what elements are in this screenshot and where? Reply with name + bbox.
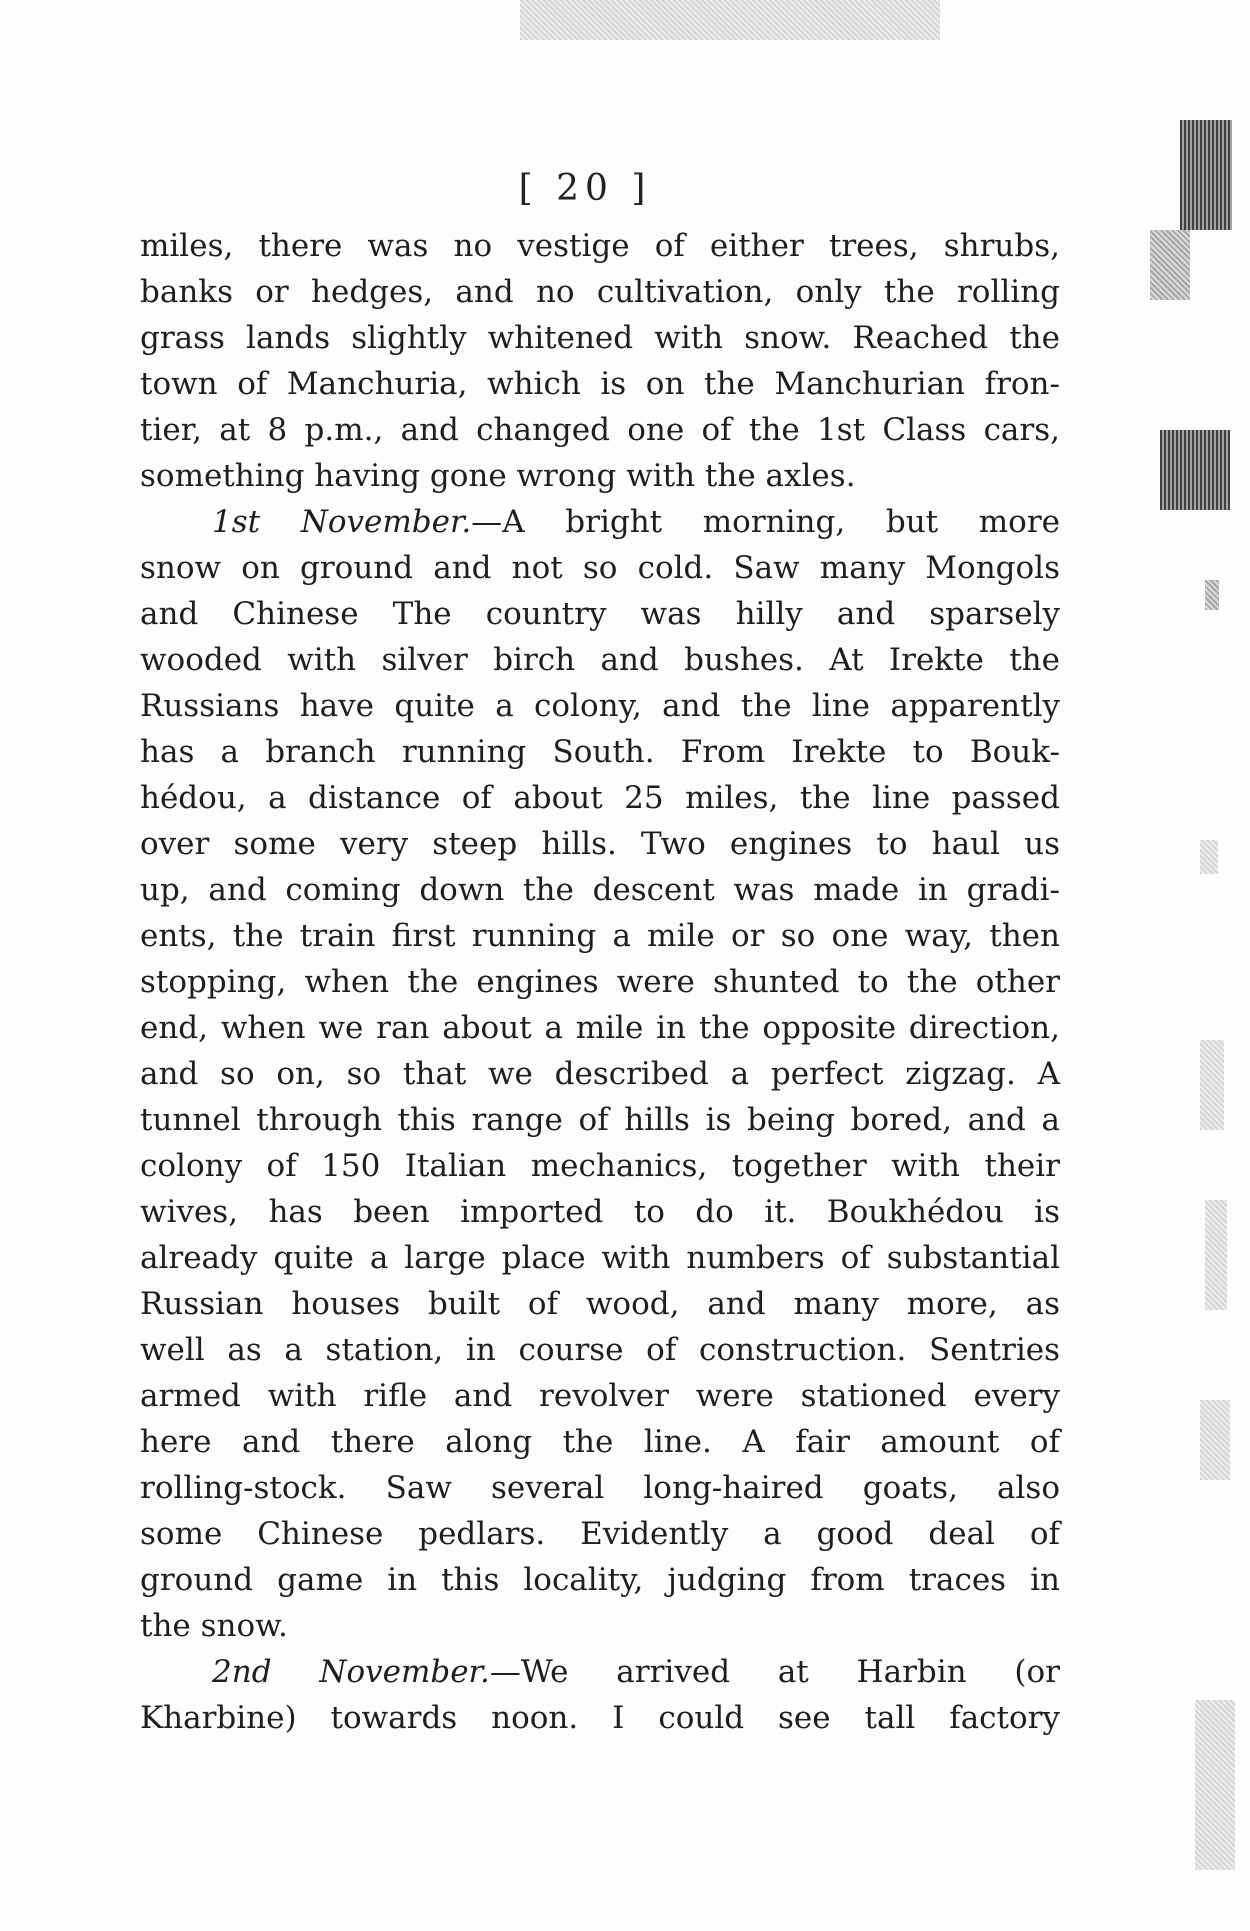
text-line: banks or hedges, and no cultivation, only the rolling [140,274,1060,310]
text-line: something having gone wrong with the axles. [140,458,856,494]
scan-artifact [1205,1200,1227,1310]
text-line: Kharbine) towards noon. I could see tall factory [140,1700,1060,1736]
entry-text: —We arrived at Harbin (or [489,1654,1060,1690]
scan-artifact [1160,430,1230,510]
text-line: has a branch running South. From Irekte to Bouk- [140,734,1060,770]
scan-artifact [1195,1700,1235,1870]
text-line: tier, at 8 p.m., and changed one of the 1st Class cars, [140,412,1060,448]
text-line: town of Manchuria, which is on the Manchurian fron- [140,366,1060,402]
entry-date: 2nd November. [212,1654,490,1690]
text-line: end, when we ran about a mile in the opposite direction, [140,1010,1060,1046]
scan-artifact [1200,1040,1224,1130]
text-line: Russians have quite a colony, and the line apparently [140,688,1060,724]
text-line: grass lands slightly whitened with snow. Reached the [140,320,1060,356]
scan-artifact [1205,580,1219,610]
body-text [140,223,1060,1741]
text-line: well as a station, in course of construction. Sentries [140,1332,1060,1368]
text-line: armed with rifle and revolver were stationed every [140,1378,1060,1414]
text-line: ground game in this locality, judging from traces in [140,1562,1060,1598]
entry-date: 1st November. [212,504,472,540]
text-line: hédou, a distance of about 25 miles, the line passed [140,780,1060,816]
entry-text: —A bright morning, but more [471,504,1060,540]
text-line: snow on ground and not so cold. Saw many Mongols [140,550,1060,586]
scan-artifact [1200,840,1218,874]
text-line: here and there along the line. A fair amount of [140,1424,1060,1460]
scan-artifact [1180,120,1232,230]
page-number: [ 20 ] [518,168,652,209]
text-line: some Chinese pedlars. Evidently a good deal of [140,1516,1060,1552]
diary-entry-heading [140,1649,1060,1695]
text-line: already quite a large place with numbers of substantial [140,1240,1060,1276]
scan-artifact [520,0,940,40]
text-line: Russian houses built of wood, and many more, as [140,1286,1060,1322]
text-line: wooded with silver birch and bushes. At Irekte the [140,642,1060,678]
text-line: rolling-stock. Saw several long-haired goats, also [140,1470,1060,1506]
diary-entry-heading [140,499,1060,545]
text-line: and Chinese The country was hilly and sparsely [140,596,1060,632]
text-line: wives, has been imported to do it. Boukhédou is [140,1194,1060,1230]
text-line: and so on, so that we described a perfect zigzag. A [140,1056,1060,1092]
text-line: the snow. [140,1608,288,1644]
text-line: colony of 150 Italian mechanics, together with their [140,1148,1060,1184]
text-line: over some very steep hills. Two engines to haul us [140,826,1060,862]
scan-artifact [1200,1400,1230,1480]
text-line: ents, the train first running a mile or so one way, then [140,918,1060,954]
text-line: miles, there was no vestige of either trees, shrubs, [140,228,1060,264]
text-line: stopping, when the engines were shunted to the other [140,964,1060,1000]
text-line: up, and coming down the descent was made in gradi- [140,872,1060,908]
scan-artifact [1150,230,1190,300]
text-line: tunnel through this range of hills is being bored, and a [140,1102,1060,1138]
